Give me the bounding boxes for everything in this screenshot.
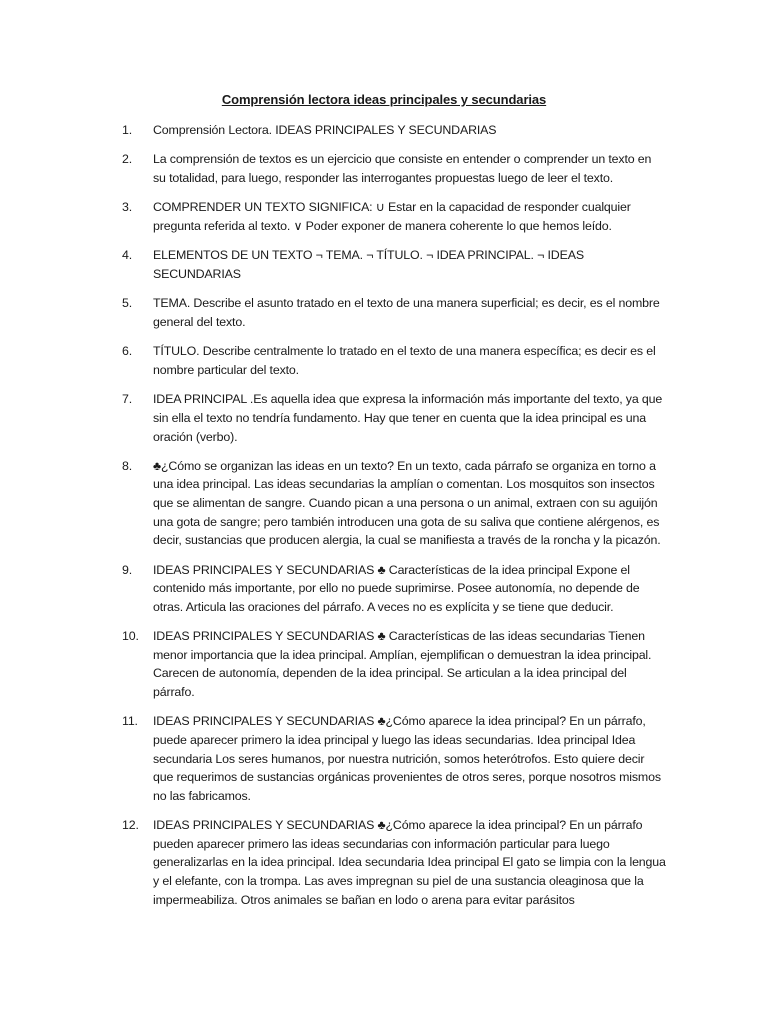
list-item-text: TEMA. Describe el asunto tratado en el texto de una manera superficial; es decir, es el nombre general del texto. bbox=[153, 296, 660, 329]
list-item bbox=[122, 390, 667, 446]
list-item bbox=[122, 816, 667, 909]
list-item-text: IDEAS PRINCIPALES Y SECUNDARIAS ♣ Características de la idea principal Expone el contenido más importante, por ello no puede suprimirse. Posee autonomía, no depende de otras. Articula las oraciones del párrafo. A veces no es explícita y se tiene que deducir. bbox=[153, 562, 640, 614]
document-title: Comprensión lectora ideas principales y secundarias bbox=[221, 92, 547, 107]
list-item-number: 10. bbox=[122, 629, 139, 644]
list-item-text: TÍTULO. Describe centralmente lo tratado en el texto de una manera específica; es decir es el nombre particular del texto. bbox=[153, 344, 656, 377]
list-item-text: IDEAS PRINCIPALES Y SECUNDARIAS ♣¿Cómo aparece la idea principal? En un párrafo, puede aparecer primero la idea principal y luego las ideas secundarias. Idea principal Idea secundaria Los seres humanos, por nuestra nutrición, somos heterótrofos. Esto quiere decir que requerimos de sustancias orgánicas provenientes de otros seres, porque nosotros mismos no las fabricamos. bbox=[153, 714, 661, 803]
numbered-list bbox=[122, 121, 667, 920]
list-item bbox=[122, 712, 667, 805]
list-item-text: IDEAS PRINCIPALES Y SECUNDARIAS ♣ Características de las ideas secundarias Tienen menor importancia que la idea principal. Amplían, ejemplifican o demuestran la idea principal. Carecen de autonomía, dependen de la idea principal. Se articulan a la idea principal del párrafo. bbox=[153, 629, 652, 700]
list-item bbox=[122, 150, 667, 187]
list-item bbox=[122, 121, 667, 140]
list-item-number: 4. bbox=[122, 248, 133, 263]
list-item-number: 12. bbox=[122, 818, 139, 833]
list-item-text: La comprensión de textos es un ejercicio que consiste en entender o comprender un texto en su totalidad, para luego, responder las interrogantes propuestas luego de leer el texto. bbox=[153, 152, 652, 185]
list-item bbox=[122, 627, 667, 701]
list-item-text: IDEA PRINCIPAL .Es aquella idea que expresa la información más importante del texto, ya que sin ella el texto no tendría fundamento. Hay que tener en cuenta que la idea principal es una oración (verbo). bbox=[153, 392, 663, 444]
list-item-text: ♣¿Cómo se organizan las ideas en un texto? En un texto, cada párrafo se organiza en torno a una idea principal. Las ideas secundarias la amplían o comentan. Los mosquitos son insectos que se alimentan de sangre. Cuando pican a una persona o un animal, extraen con su aguijón una gota de sangre; pero también introducen una gota de su saliva que contiene alérgenos, es decir, sustancias que producen alergia, la cual se manifiesta a través de la roncha y la picazón. bbox=[153, 458, 661, 548]
list-item bbox=[122, 561, 667, 617]
list-item-text: IDEAS PRINCIPALES Y SECUNDARIAS ♣¿Cómo aparece la idea principal? En un párrafo pueden aparecer primero las ideas secundarias con información particular para luego generalizarlas en la idea principal. Idea secundaria Idea principal El gato se limpia con la lengua y el elefante, con la trompa. Las aves impregnan su piel de una sustancia oleaginosa que la impermeabiliza. Otros animales se bañan en lodo o arena para evitar parásitos bbox=[153, 818, 666, 907]
list-item bbox=[122, 198, 667, 235]
list-item-number: 2. bbox=[122, 152, 133, 167]
list-item-number: 9. bbox=[122, 562, 133, 577]
list-item-number: 11. bbox=[122, 714, 138, 729]
list-item-number: 5. bbox=[122, 296, 133, 311]
list-item-number: 7. bbox=[122, 392, 133, 407]
list-item bbox=[122, 342, 667, 379]
list-item-text: Comprensión Lectora. IDEAS PRINCIPALES Y SECUNDARIAS bbox=[153, 123, 497, 137]
list-item bbox=[122, 294, 667, 331]
list-item-text: ELEMENTOS DE UN TEXTO ¬ TEMA. ¬ TÍTULO. ¬ IDEA PRINCIPAL. ¬ IDEAS SECUNDARIAS bbox=[153, 248, 584, 281]
list-item-text: COMPRENDER UN TEXTO SIGNIFICA: ∪ Estar en la capacidad de responder cualquier pregunta referida al texto. ∨ Poder exponer de manera coherente lo que hemos leído. bbox=[153, 200, 631, 233]
list-item-number: 8. bbox=[122, 458, 133, 473]
list-item-number: 1. bbox=[122, 123, 133, 137]
list-item bbox=[122, 246, 667, 283]
list-item bbox=[122, 457, 667, 550]
list-item-number: 3. bbox=[122, 200, 133, 215]
list-item-number: 6. bbox=[122, 344, 133, 359]
